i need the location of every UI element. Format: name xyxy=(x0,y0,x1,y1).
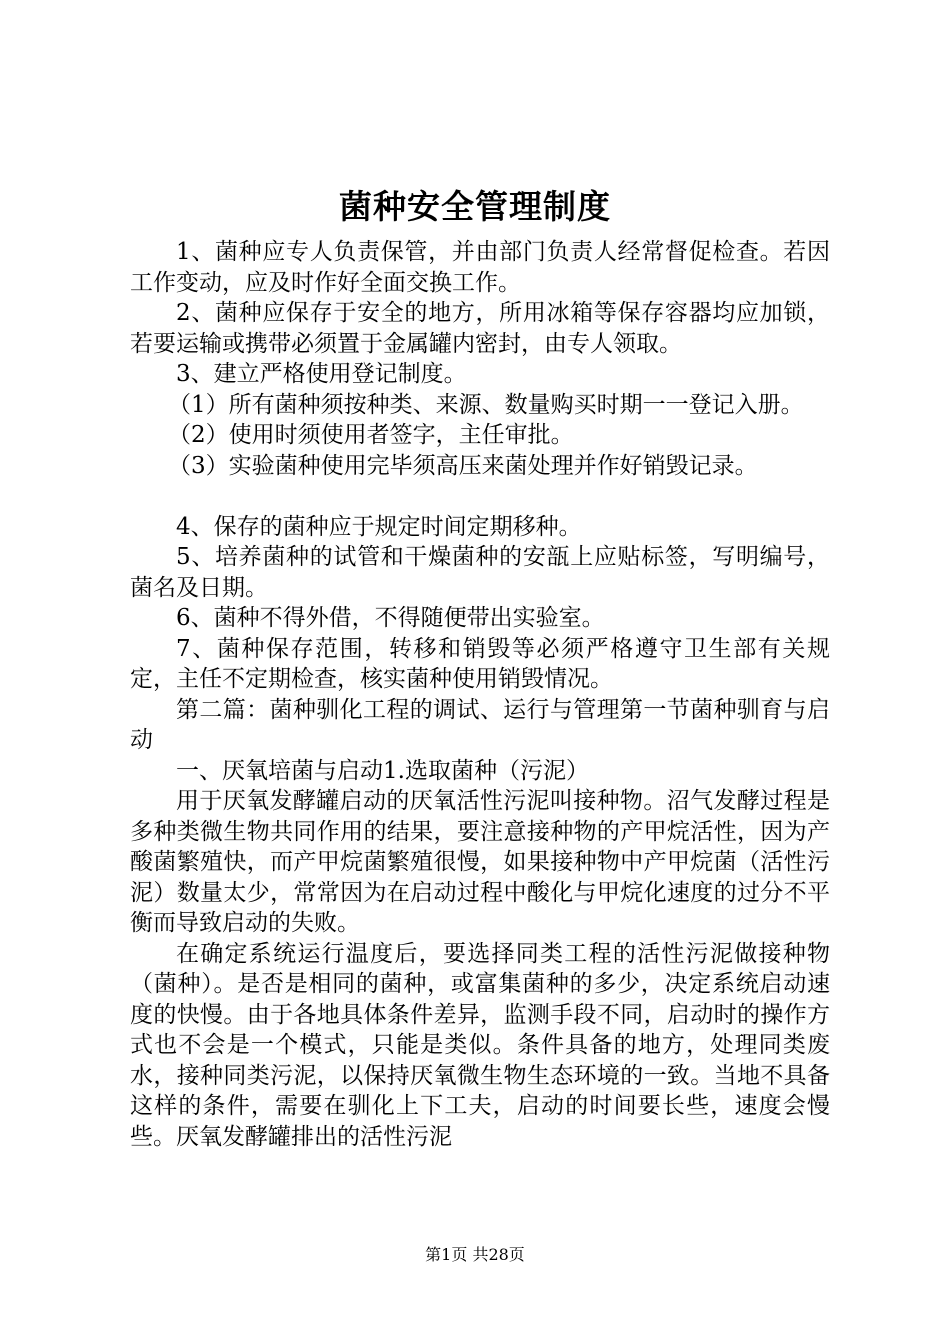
subsection-heading: 一、厌氧培菌与启动1.选取菌种（污泥） xyxy=(176,757,589,784)
paragraph-5: 5、培养菌种的试管和干燥菌种的安瓿上应贴标签，写明编号，菌名及日期。 xyxy=(130,544,830,601)
document-title: 菌种安全管理制度 xyxy=(339,187,611,226)
paragraph-6: 6、菌种不得外借，不得随便带出实验室。 xyxy=(176,605,605,631)
blank-line xyxy=(130,481,830,512)
paragraph-3-sub-2: （2）使用时须使用者签字，主任审批。 xyxy=(167,422,574,448)
paragraph-4: 4、保存的菌种应于规定时间定期移种。 xyxy=(176,513,582,540)
paragraph-2: 2、菌种应保存于安全的地方，所用冰箱等保存容器均应加锁，若要运输或携带必须置于金属罐内密封，由专人领取。 xyxy=(130,300,830,357)
paragraph-1: 1、菌种应专人负责保管，并由部门负责人经常督促检查。若因工作变动，应及时作好全面交换工作。 xyxy=(130,239,830,296)
paragraph-7: 7、菌种保存范围，转移和销毁等必须严格遵守卫生部有关规定，主任不定期检查，核实菌种使用销毁情况。 xyxy=(130,635,830,692)
paragraph-9: 在确定系统运行温度后，要选择同类工程的活性污泥做接种物（菌种）。是否是相同的菌种，或富集菌种的多少，决定系统启动速度的快慢。由于各地具体条件差异，监测手段不同，启动时的操作方式也不会是一个模式，只能是类似。条件具备的地方，处理同类废水，接种同类污泥，以保持厌氧微生物生态环境的一致。当地不具备这样的条件，需要在驯化上下工夫，启动的时间要长些，速度会慢些。厌氧发酵罐排出的活性污泥 xyxy=(130,940,830,1150)
page-footer: 第1页 共28页 xyxy=(425,1245,525,1264)
section-heading: 第二篇：菌种驯化工程的调试、运行与管理第一节菌种驯育与启动 xyxy=(130,696,830,753)
paragraph-3-sub-3: （3）实验菌种使用完毕须高压来菌处理并作好销毁记录。 xyxy=(167,452,758,479)
paragraph-3-sub-1: （1）所有菌种须按种类、来源、数量购买时期一一登记入册。 xyxy=(167,391,804,418)
paragraph-8: 用于厌氧发酵罐启动的厌氧活性污泥叫接种物。沼气发酵过程是多种类微生物共同作用的结果，要注意接种物的产甲烷活性，因为产酸菌繁殖快，而产甲烷菌繁殖很慢，如果接种物中产甲烷菌（活性污泥）数量太少，常常因为在启动过程中酸化与甲烷化速度的过分不平衡而导致启动的失败。 xyxy=(130,788,830,936)
paragraph-3: 3、建立严格使用登记制度。 xyxy=(176,361,467,387)
document-body xyxy=(130,237,830,1152)
